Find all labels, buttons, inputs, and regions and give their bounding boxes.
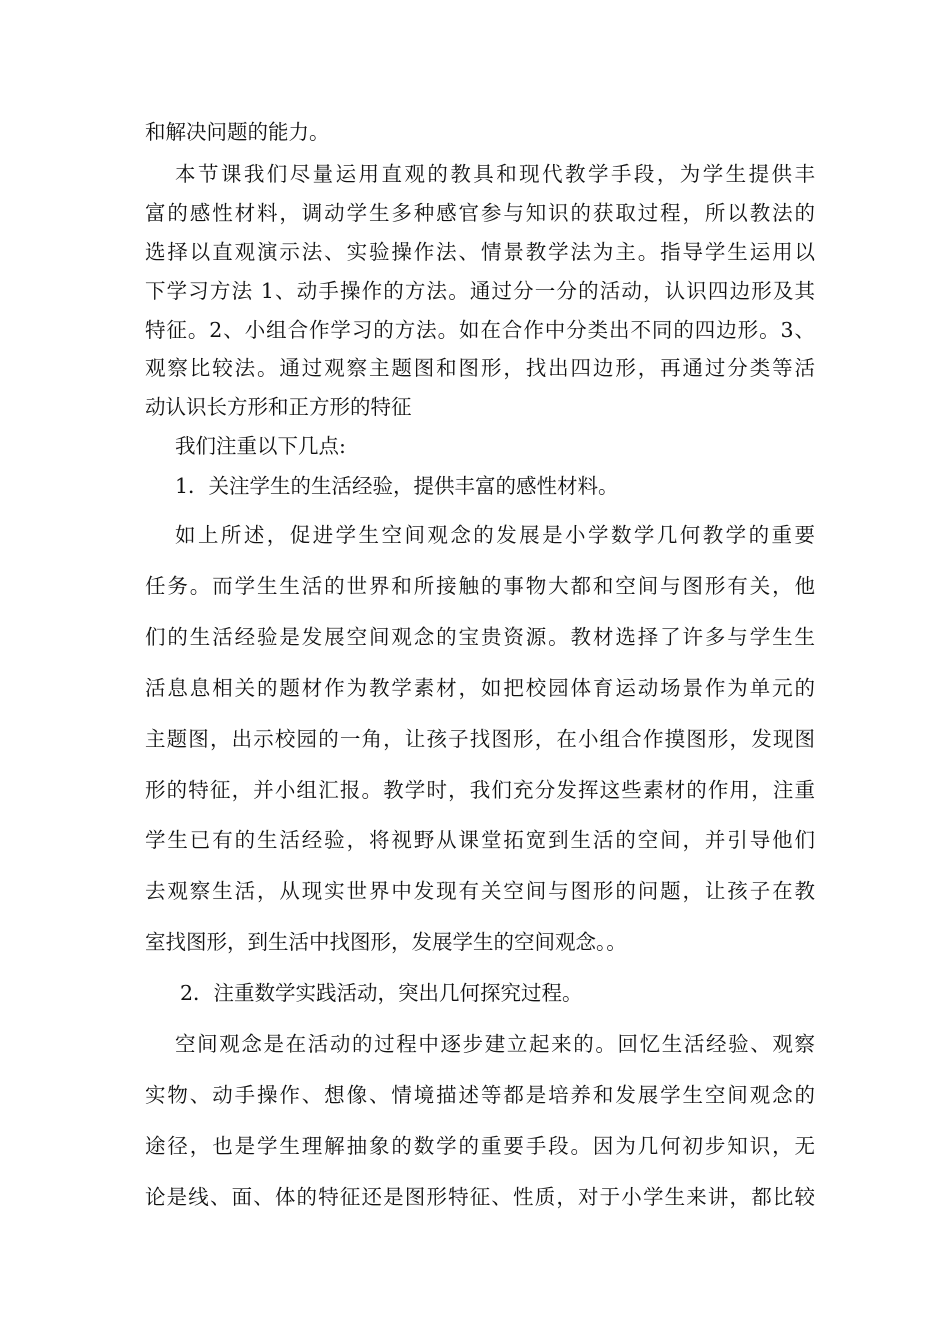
text-line: 选择以直观演示法、实验操作法、情景教学法为主。指导学生运用以 — [145, 240, 815, 264]
text-line: 形的特征，并小组汇报。教学时，我们充分发挥这些素材的作用，注重 — [145, 778, 815, 802]
text-line: 和解决问题的能力。 — [145, 120, 330, 144]
text-line: 本节课我们尽量运用直观的教具和现代教学手段，为学生提供丰 — [175, 162, 815, 186]
text-line: 论是线、面、体的特征还是图形特征、性质，对于小学生来讲，都比较 — [145, 1185, 815, 1209]
text-line: 下学习方法 1、动手操作的方法。通过分一分的活动，认识四边形及其 — [145, 279, 815, 303]
text-line: 们的生活经验是发展空间观念的宝贵资源。教材选择了许多与学生生 — [145, 625, 815, 649]
text-line: 我们注重以下几点: — [175, 434, 346, 458]
text-line: 任务。而学生生活的世界和所接触的事物大都和空间与图形有关，他 — [145, 574, 815, 598]
text-line: 空间观念是在活动的过程中逐步建立起来的。回忆生活经验、观察 — [175, 1032, 815, 1056]
text-line: 富的感性材料，调动学生多种感官参与知识的获取过程，所以教法的 — [145, 201, 815, 225]
text-line: 途径，也是学生理解抽象的数学的重要手段。因为几何初步知识，无 — [145, 1134, 815, 1158]
text-line: 学生已有的生活经验，将视野从课堂拓宽到生活的空间，并引导他们 — [145, 828, 815, 852]
text-line: 动认识长方形和正方形的特征 — [145, 395, 412, 419]
text-line: 主题图，出示校园的一角，让孩子找图形，在小组合作摸图形，发现图 — [145, 727, 815, 751]
text-line: 特征。2、小组合作学习的方法。如在合作中分类出不同的四边形。3、 — [145, 318, 815, 342]
text-line: 观察比较法。通过观察主题图和图形，找出四边形，再通过分类等活 — [145, 356, 815, 380]
text-line: 室找图形，到生活中找图形，发展学生的空间观念。。 — [145, 930, 627, 954]
text-line: 1．关注学生的生活经验，提供丰富的感性材料。 — [175, 474, 619, 498]
text-line: 如上所述，促进学生空间观念的发展是小学数学几何教学的重要 — [175, 523, 815, 547]
text-line: 实物、动手操作、想像、情境描述等都是培养和发展学生空间观念的 — [145, 1083, 815, 1107]
text-line: 2．注重数学实践活动，突出几何探究过程。 — [180, 981, 583, 1005]
text-line: 活息息相关的题材作为教学素材，如把校园体育运动场景作为单元的 — [145, 676, 815, 700]
text-line: 去观察生活，从现实世界中发现有关空间与图形的问题，让孩子在教 — [145, 879, 815, 903]
